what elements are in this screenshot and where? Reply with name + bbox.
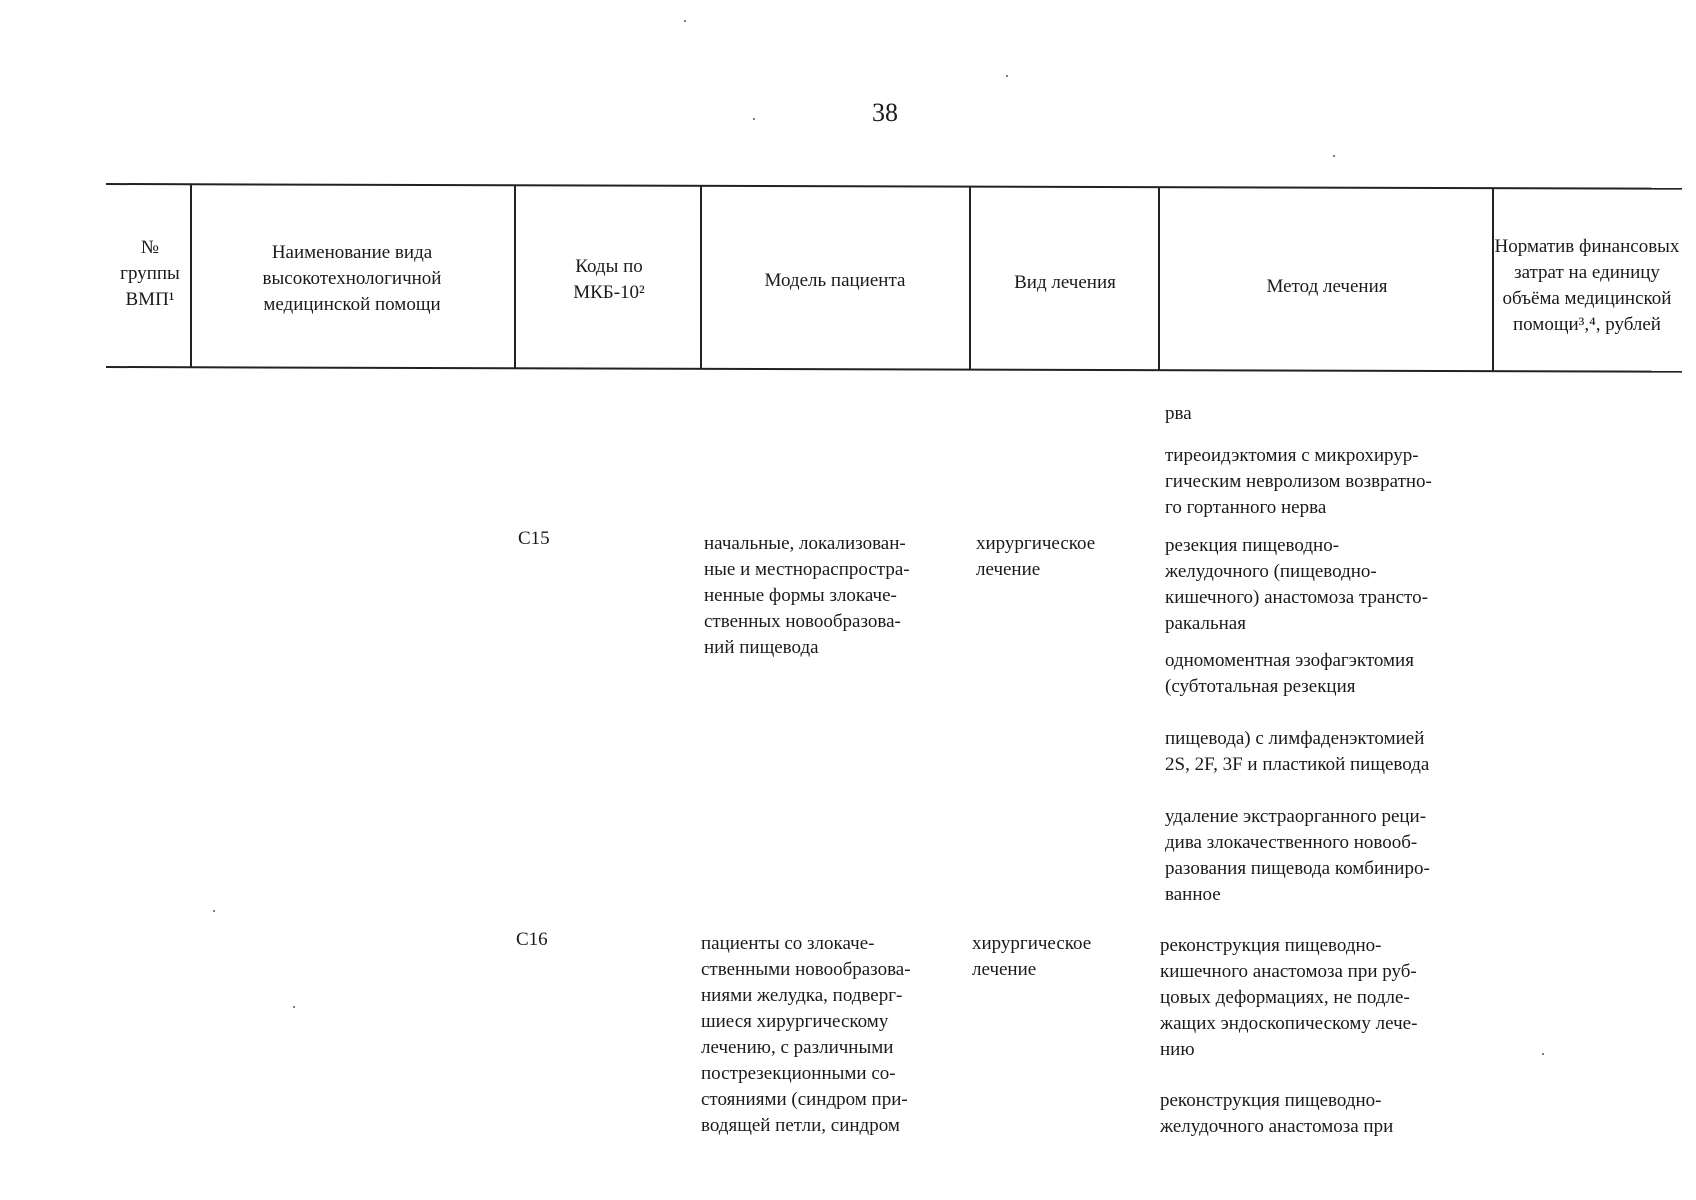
method-cell: пищевода) с лимфаденэктомией 2S, 2F, 3F и пластикой пищевода (1165, 728, 1430, 775)
header-patient-model: Модель пациента (764, 270, 906, 291)
scan-speck (1333, 155, 1335, 157)
scan-speck (213, 910, 215, 912)
header-care-type-name: Наименование вида высокотехнологичной медицинской помощи (262, 242, 442, 315)
scan-speck (753, 118, 755, 120)
page-number: 38 (872, 98, 898, 127)
patient-model-cell: начальные, локализован- ные и местнораспростра- ненные формы злокаче- ственных новообразова- ний пищевода (704, 533, 910, 658)
method-cell: резекция пищеводно- желудочного (пищеводно- кишечного) анастомоза трансто- ракальная (1165, 535, 1428, 634)
header-col-divider (969, 187, 971, 370)
scan-speck (1542, 1053, 1544, 1055)
header-treatment-method: Метод лечения (1266, 276, 1388, 297)
treatment-type-cell: хирургическое лечение (976, 533, 1096, 580)
method-cell: рва (1165, 403, 1192, 424)
header-icd-codes: Коды по МКБ-10² (573, 256, 645, 303)
method-cell: реконструкция пищеводно- кишечного анастомоза при руб- цовых деформациях, не подле- жащих эндоскопическому лече- нию (1160, 935, 1418, 1060)
header-cost-standard: Норматив финансовых затрат на единицу объёма медицинской помощи³,⁴, рублей (1494, 236, 1680, 335)
header-col-divider (700, 186, 702, 369)
scan-speck (1006, 75, 1008, 77)
method-cell: реконструкция пищеводно- желудочного анастомоза при (1160, 1090, 1394, 1137)
icd-code-cell: C16 (516, 929, 548, 950)
header-group-number: № группы ВМП¹ (120, 237, 180, 310)
header-bottom-rule (106, 366, 1682, 373)
scan-speck (684, 20, 686, 22)
treatment-type-cell: хирургическое лечение (972, 933, 1092, 980)
header-col-divider (1158, 188, 1160, 371)
icd-code-cell: C15 (518, 528, 550, 549)
patient-model-cell: пациенты со злокаче- ственными новообразова- ниями желудка, подверг- шиеся хирургическому лечению, с различными пострезекционными со- стояниями (синдром при- водящей петли, синдром (701, 933, 911, 1136)
method-cell: одномоментная эзофагэктомия (субтотальная резекция (1165, 650, 1414, 697)
scan-speck (293, 1006, 295, 1008)
header-col-divider (190, 184, 192, 367)
header-top-rule (106, 183, 1682, 190)
header-treatment-type: Вид лечения (1014, 272, 1116, 293)
method-cell: тиреоидэктомия с микрохирур- гическим невролизом возвратно- го гортанного нерва (1165, 445, 1432, 518)
method-cell: удаление экстраорганного реци- дива злокачественного новооб- разования пищевода комбиниро- ванное (1165, 806, 1430, 905)
header-col-divider (514, 185, 516, 368)
